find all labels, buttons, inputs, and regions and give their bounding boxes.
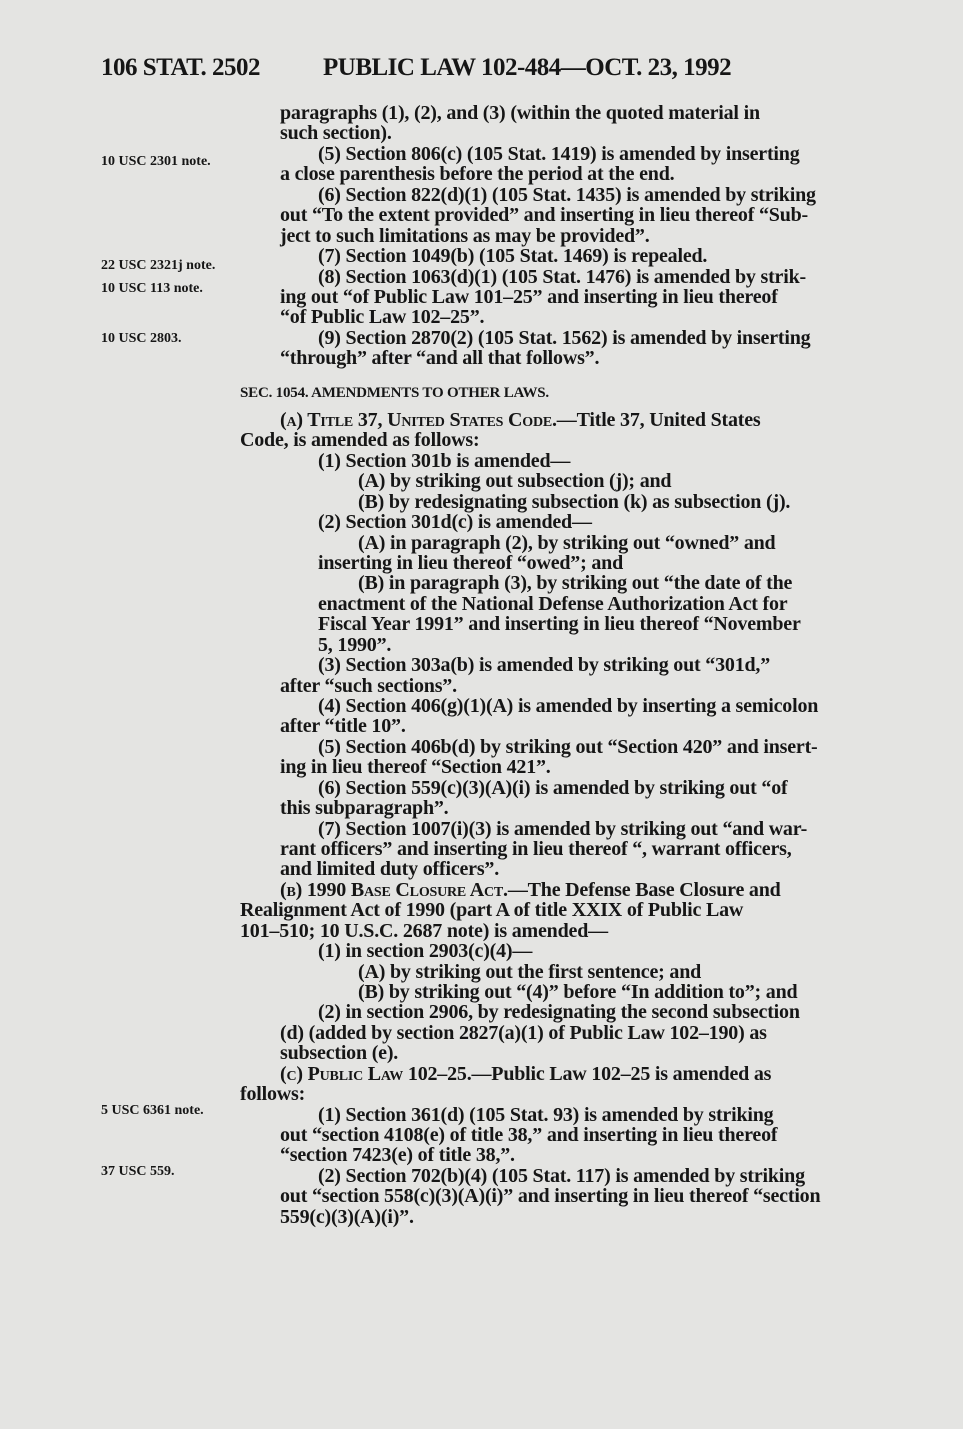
- margin-note: 37 USC 559.: [101, 1164, 175, 1179]
- body-line: and limited duty officers”.: [280, 858, 500, 880]
- body-line: (1) in section 2903(c)(4)—: [318, 940, 533, 962]
- subsection-line: [280, 410, 761, 431]
- body-line: Realignment Act of 1990 (part A of title XXIX of Public Law: [240, 899, 744, 921]
- body-line: (2) in section 2906, by redesignating the second subsection: [318, 1001, 800, 1023]
- body-line: (3) Section 303a(b) is amended by striking out “301d,”: [318, 654, 771, 676]
- body-line: enactment of the National Defense Authorization Act for: [318, 593, 788, 615]
- body-line: such section).: [280, 122, 392, 144]
- body-line: ject to such limitations as may be provided”.: [280, 225, 650, 247]
- page-folio: 106 STAT. 2502: [101, 54, 260, 81]
- body-line: (2) Section 301d(c) is amended—: [318, 511, 592, 533]
- body-line: after “title 10”.: [280, 715, 406, 737]
- body-line: (5) Section 406b(d) by striking out “Section 420” and insert-: [318, 736, 818, 758]
- body-line: (4) Section 406(g)(1)(A) is amended by inserting a semicolon: [318, 695, 819, 717]
- page-header: [0, 54, 963, 88]
- subsection-label: (b) 1990 Base Closure Act.: [280, 879, 508, 901]
- body-line: (1) Section 361(d) (105 Stat. 93) is amended by striking: [318, 1104, 774, 1126]
- body-line: ing in lieu thereof “Section 421”.: [280, 756, 551, 778]
- body-line: out “section 558(c)(3)(A)(i)” and inserting in lieu thereof “section: [280, 1185, 821, 1207]
- body-line: 101–510; 10 U.S.C. 2687 note) is amended—: [240, 920, 608, 942]
- body-line: (8) Section 1063(d)(1) (105 Stat. 1476) is amended by strik-: [318, 266, 806, 288]
- body-line: (6) Section 559(c)(3)(A)(i) is amended by striking out “of: [318, 777, 788, 799]
- subsection-label: (c) Public Law 102–25.: [280, 1063, 472, 1085]
- body-line: (5) Section 806(c) (105 Stat. 1419) is amended by inserting: [318, 143, 800, 165]
- body-line: “through” after “and all that follows”.: [280, 347, 600, 369]
- body-line: Fiscal Year 1991” and inserting in lieu thereof “November: [318, 613, 801, 635]
- subsection-line: [280, 1064, 771, 1085]
- body-line: 559(c)(3)(A)(i)”.: [280, 1206, 414, 1228]
- body-line: “section 7423(e) of title 38,”.: [280, 1144, 515, 1166]
- margin-note: 5 USC 6361 note.: [101, 1103, 204, 1118]
- margin-note: 10 USC 113 note.: [101, 281, 203, 296]
- body-line: (B) by redesignating subsection (k) as subsection (j).: [358, 491, 791, 513]
- subsection-text: —Title 37, United States: [556, 409, 761, 431]
- body-line: this subparagraph”.: [280, 797, 449, 819]
- subsection-line: [280, 880, 781, 901]
- body-line: (1) Section 301b is amended—: [318, 450, 571, 472]
- body-line: Code, is amended as follows:: [240, 429, 480, 451]
- body-line: paragraphs (1), (2), and (3) (within the quoted material in: [280, 102, 760, 124]
- body-line: follows:: [240, 1083, 306, 1105]
- margin-note: 10 USC 2301 note.: [101, 154, 211, 169]
- body-line: (A) by striking out the first sentence; and: [358, 961, 702, 983]
- body-line: a close parenthesis before the period at the end.: [280, 163, 675, 185]
- body-line: inserting in lieu thereof “owed”; and: [318, 552, 624, 574]
- body-line: (2) Section 702(b)(4) (105 Stat. 117) is amended by striking: [318, 1165, 805, 1187]
- body-line: (A) in paragraph (2), by striking out “owned” and: [358, 532, 776, 554]
- body-line: (B) in paragraph (3), by striking out “the date of the: [358, 572, 793, 594]
- body-line: (B) by striking out “(4)” before “In addition to”; and: [358, 981, 798, 1003]
- body-line: rant officers” and inserting in lieu thereof “, warrant officers,: [280, 838, 792, 860]
- body-line: after “such sections”.: [280, 675, 457, 697]
- body-line: subsection (e).: [280, 1042, 399, 1064]
- margin-note: 10 USC 2803.: [101, 331, 182, 346]
- body-line: 5, 1990”.: [318, 634, 392, 656]
- body-line: ing out “of Public Law 101–25” and inserting in lieu thereof: [280, 286, 778, 308]
- body-line: out “To the extent provided” and inserting in lieu thereof “Sub-: [280, 204, 809, 226]
- body-line: out “section 4108(e) of title 38,” and inserting in lieu thereof: [280, 1124, 778, 1146]
- subsection-text: —Public Law 102–25 is amended as: [471, 1063, 772, 1085]
- body-line: (6) Section 822(d)(1) (105 Stat. 1435) is amended by striking: [318, 184, 816, 206]
- margin-note: 22 USC 2321j note.: [101, 258, 216, 273]
- body-line: (7) Section 1007(i)(3) is amended by striking out “and war-: [318, 818, 808, 840]
- running-head: PUBLIC LAW 102-484—OCT. 23, 1992: [323, 54, 732, 81]
- section-heading: SEC. 1054. AMENDMENTS TO OTHER LAWS.: [240, 385, 549, 401]
- subsection-text: —The Defense Base Closure and: [507, 879, 781, 901]
- body-line: “of Public Law 102–25”.: [280, 306, 485, 328]
- body-line: (9) Section 2870(2) (105 Stat. 1562) is amended by inserting: [318, 327, 811, 349]
- body-line: (A) by striking out subsection (j); and: [358, 470, 672, 492]
- body-line: (7) Section 1049(b) (105 Stat. 1469) is repealed.: [318, 245, 708, 267]
- subsection-label: (a) Title 37, United States Code.: [280, 409, 557, 431]
- body-line: (d) (added by section 2827(a)(1) of Public Law 102–190) as: [280, 1022, 767, 1044]
